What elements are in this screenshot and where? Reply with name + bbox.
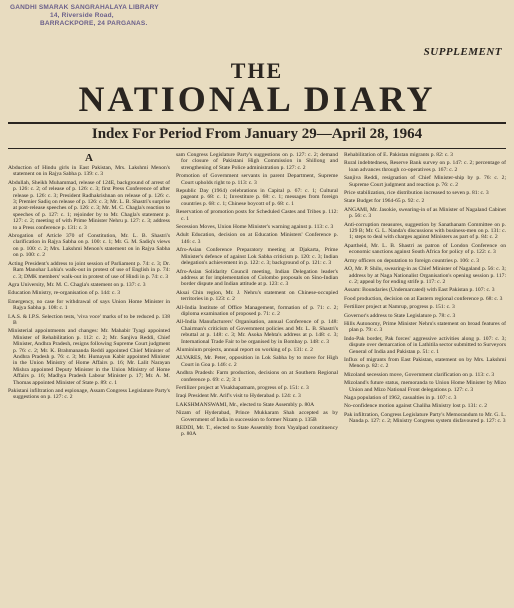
index-entry: Mizoland secession move, Government clarification on p. 113: c. 3 (344, 371, 495, 378)
index-entry: Iraqi President Mr. Arif's visit to Hyderabad p. 124: c. 3 (176, 393, 301, 400)
index-entry: Reservation of promotion posts for Scheduled Castes and Tribes p. 112: c. 1 (176, 209, 338, 222)
index-entry: Abdullah, Sheikh Muhammad, release of 124E, background of arrest of p. 126: c. 2; of release of p. 126: c. 3; first Press Conference of after release p. 126: c. 3; President Radhakrishnan on release of p. 126: c. 3; Premier Sadiq on release of p. 126: c. 3; Mr. L. B. Shastri's surprise at post-release speeches of p. 126: c. 3; Mr. M. C. Chagla's reaction to speeches of p. 127: c. 1; rejoinder by to Mr. Chagla's statement p. 127: c. 2; meeting of with Prime Minister Nehru p. 127: c. 3; address to a Press conference p. 131: c. 3 (8, 179, 170, 231)
index-entry: Apartheid, Mr. L. B. Shastri as patron of London Conference on economic sanctions against South Africa for policy of p. 122: c. 3 (344, 242, 506, 256)
index-entry: Republic Day (1964) celebrations in Capital p. 67: c. 1; Cultural pageant p. 68: c. 1; Investiture p. 68: c. 1; messages from foreign countries p. 68: c. 1; Chinese boycott of p. 68: c. 1 (176, 188, 338, 207)
stamp-line-2: 14, Riverside Road, (50, 12, 114, 19)
rule-bottom (8, 148, 506, 149)
library-stamp (10, 4, 200, 28)
index-entry: Sanjiva Reddi, resignation of Chief Minister-ship by p. 76: c. 2; Supreme Court judgment and reaction p. 76: c. 2 (344, 175, 506, 188)
index-entry: Nizam of Hyderabad, Prince Mukkaram Shah accepted as by Government of India in succession to former Nizam p. 135B (176, 410, 338, 423)
index-entry: ALVARES, Mr. Peter, opposition in Lok Sabha by to move for High Court in Goa p. 146: c. 2 (176, 355, 338, 368)
index-entry: Promotion of Government servants in parent Department, Supreme Court upholds right to p. 113: c. 3 (176, 173, 338, 186)
index-entry: Adult Education, decision on at Education Ministers' Conference p. 146: c. 3 (176, 232, 338, 245)
index-entry: Indo-Pak border, Pak forces' aggressive activities along p. 107: c. 3; dispute over demarcation of in Lathitila sector submitted to Surveyors General of India and Pakistan p. 51: c. 1 (344, 335, 506, 355)
index-entry: No-confidence motion against Chaliha Ministry lost p. 131: c. 2 (344, 403, 488, 410)
index-entry: Education Ministry, re-organisation of p. 144: c. 3 (8, 290, 121, 297)
index-column (8, 152, 170, 604)
index-entry: Hills Autonomy, Prime Minister Nehru's statement on broad features of plan p. 79: c. 3 (344, 320, 506, 334)
index-entry: AO, Mr. P. Shilu, swearing-in as Chief Minister of Nagaland p. 56: c. 3; address by at Naga Nationalist Organisation's opening session p. 117: c. 2; appeal by for ending strife p. 117: c. 2 (344, 266, 506, 285)
index-entry: Influx of migrants from East Pakistan, statement on by Mrs. Lakshmi Menon p. 82: c. 2 (344, 356, 506, 370)
masthead-the: THE (230, 58, 284, 83)
index-entry: Naga population of 1962, casualties in p. 107: c. 3 (344, 395, 457, 401)
index-entry: Rehabilitation of E. Pakistan migrants p. 82: c. 3 (344, 152, 453, 158)
index-entry: Ministerial appointments and changes: Mr. Mahabir Tyagi appointed Minister of Rehabilitation p. 112: c. 2; Mr. Sanjiva Reddi, Chief Minister, Andhra Pradesh, resigns following Supreme Court judgment p. 76: c. 2; Mr. K. Brahmananda Reddi appointed Chief Minister of Andhra Pradesh p. 76: c. 3; Mr. Humayun Kabir appointed Minister in the Union Ministry of Home Affairs p. 16; Mr. Lalit Narayan Mishra appointed Deputy Minister in the Union Ministry of Home Affairs p. 16; Madhya Pradesh Labour Minister p. 17; Mr. A. M. Thomas appointed Minister of State p. 89: c. 1 (8, 328, 170, 386)
index-entry: Secession Moves, Union Home Minister's warning against p. 113: c. 3 (176, 224, 334, 231)
index-entry: Assam: Boundaries (Undemarcated) with East Pakistan p. 107: c. 3 (344, 287, 495, 294)
index-entry: Governor's address to State Legislature p. 78: c. 3 (344, 312, 456, 319)
index-entry: Agra University, Mr. M. C. Chagla's statement on p. 137: c. 3 (8, 281, 146, 288)
index-entry: Aksai Chin region, Mr. J. Nehru's statement on Chinese-occupied territories in p. 123: c. 2 (176, 289, 338, 303)
index-column (176, 152, 338, 604)
index-entry: Abrogation of Article 370 of Constitution, Mr. L. B. Shastri's clarification in Rajya Sabha on p. 100: c. 1; Mr. G. M. Sadiq's views on p. 100: c. 2; Mrs. Lakshmi Menon's statement on in Rajya Sabha on p. 100: c. 2 (8, 233, 170, 259)
index-entry: Emergency, no case for withdrawal of says Union Home Minister in Rajya Sabha p. 108: c. 1 (8, 298, 170, 312)
index-entry: Fertilizer project at Namrup, progress p. 151: c. 3 (344, 304, 455, 311)
index-entry: Pak infiltration, Congress Legislature Party's Memorandum to Mr. G. L. Nanda p. 127: c. 2; Ministry Congress system disfavoured p. 127: c. 3 (344, 411, 506, 425)
index-columns (8, 152, 506, 604)
index-entry: Price stabilization, rice distribution increased to seven p. 81: c. 3 (344, 190, 489, 197)
index-entry: Rural indebtedness, Reserve Bank survey on p. 147: c. 2; percentage of loan advances through co-operatives p. 167: c. 2 (344, 160, 506, 173)
index-entry: All-India Institute of Office Management, formation of p. 71: c. 2; diploma examination of proposed p. 71: c. 2 (176, 304, 338, 317)
index-entry: Aluminium projects, annual report on working of p. 131: c. 2 (176, 346, 313, 353)
index-entry: ANGAMI, Mr. Jasokie, swearing-in of as Minister of Nagaland Cabinet p. 56: c. 3 (344, 206, 506, 220)
index-title: Index For Period From January 29—April 28, 1964 (91, 126, 423, 142)
index-entry: Pakistani infiltration and espionage, Assam Congress Legislature Party's suggestions on p. 127: c. 2 (8, 388, 170, 401)
index-entry: Army officers on deputation to foreign countries p. 106: c. 3 (344, 257, 480, 264)
index-entry: Mizoland's future status, memoranda to Union Home Minister by Mizo Union and Mizo National Front delegations p. 127: c. 3 (344, 380, 506, 393)
index-entry: Abduction of Hindu girls in East Pakistan, Mrs. Lakshmi Menon's statement on in Rajya Sabha p. 139: c. 3 (8, 165, 170, 178)
index-entry: Andhra Pradesh: Farm production, decisions on at Southern Regional conference p. 69: c. 2; 3: 1 (176, 370, 338, 383)
index-entry: REDDI, Mr. T., elected to State Assembly from Vayalpad constituency p. 80A (176, 425, 338, 438)
index-entry: Food production, decision on at Eastern regional conference p. 68: c. 3 (344, 295, 503, 302)
stamp-line-3: BARRACKPORE, 24 PARGANAS. (40, 20, 148, 27)
supplement-label: SUPPLEMENT (423, 46, 502, 58)
index-column (344, 152, 506, 604)
index-entry: I.A.S. & I.P.S. Selection tests, 'viva voce' marks of to be reduced p. 138 B (8, 313, 170, 326)
index-entry: Anti-corruption measures, suggestion by Sanathanam Committee on p. 129 B; Mr. G. L. Nanda's discussions with business-men on p. 131: c. 1; steps to deal with charges against Ministers as part of p. 84: c. 2 (344, 221, 506, 241)
masthead-title: NATIONAL DIARY (78, 79, 436, 119)
section-letter: A (85, 152, 93, 164)
index-entry: All-India Manufacturers' Organisation, annual Conference of p. 148: Chairman's criticism of Government policies and Mr. L. B. Shastri's rebuttal at p. 148: c. 3; Mr. Asoka Mehta's address at p. 148: c. 3; International Trade Fair to be organised by in Bombay p. 148: c. 3 (176, 319, 338, 345)
index-entry: Fertilizer project at Visakhapatnam, progress of p. 151: c. 3 (176, 385, 309, 391)
index-entry: State Budget for 1964-65 p. 92: c. 2 (344, 198, 425, 205)
index-entry: sam Congress Legislature Party's suggestions on p. 127: c. 2; demand for closure of Pakistani High Commission in Shillong and strengthening of State Police administration p. 127: c. 2 (176, 152, 338, 171)
index-entry: Acting President's address to joint session of Parliament p. 74: c. 3; Dr. Ram Manohar Lohia's walk-out in protest of use of English in p. 74: c. 3; DMK members' walk-out in protest of use of Hindi in p. 74: c. 3 (8, 260, 170, 280)
rule-top (8, 122, 506, 124)
index-entry: Afro-Asian Solidarity Council meeting, Indian Delegation leader's address at for implementation of Colombo proposals on Sino-Indian border dispute and Indian attitude at p. 123: c. 3 (176, 268, 338, 288)
index-entry: LAKSHMANSWAMI, Mr., elected to State Assembly p. 80A (176, 401, 315, 408)
stamp-line-1: GANDHI SMARAK SANGRAHALAYA LIBRARY (10, 4, 159, 11)
index-entry: Afro-Asian Conference Preparatory meeting at Djakarta, Prime Minister's defence of against Lok Sabha criticism p. 120: c. 3; Indian delegation's achievement in p. 122: c. 3; background of p. 121: c. 3 (176, 247, 338, 267)
